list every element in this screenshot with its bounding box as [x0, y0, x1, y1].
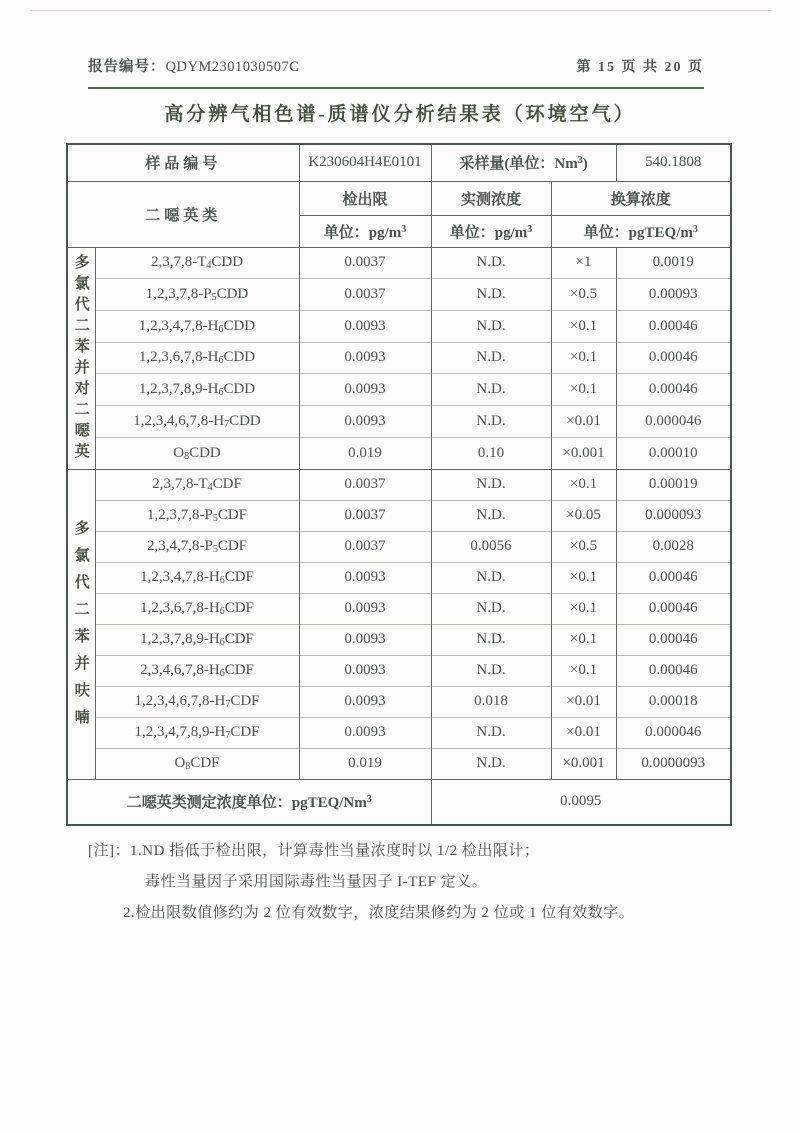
col-header-converted: 换算浓度 [551, 181, 731, 215]
tef-factor: ×0.001 [551, 748, 616, 779]
compound-name: 1,2,3,4,7,8-H6CDD [95, 310, 299, 342]
compound-name: 2,3,7,8-T4CDF [95, 469, 299, 500]
tef-factor: ×0.01 [551, 406, 616, 438]
note-line-1: [注]：1.ND 指低于检出限，计算毒性当量浓度时以 1/2 检出限计； [88, 843, 540, 859]
detection-limit: 0.0093 [299, 406, 431, 438]
note-line-3: 2.检出限数值修约为 2 位有效数字，浓度结果修约为 2 位或 1 位有效数字。 [123, 905, 635, 921]
teq-value: 0.00046 [616, 624, 731, 655]
table-row [67, 469, 731, 500]
sample-volume-value: 540.1808 [616, 144, 731, 181]
sample-id-value: K230604H4E0101 [299, 144, 431, 181]
table-row [67, 531, 731, 562]
detection-limit: 0.0093 [299, 593, 431, 624]
teq-value: 0.00046 [616, 342, 731, 374]
table-row [67, 593, 731, 624]
measured-value: N.D. [431, 562, 551, 593]
compound-name: 1,2,3,6,7,8-H6CDD [95, 342, 299, 374]
detection-limit: 0.0093 [299, 342, 431, 374]
tef-factor: ×0.1 [551, 655, 616, 686]
teq-value: 0.00046 [616, 655, 731, 686]
tef-factor: ×0.1 [551, 342, 616, 374]
analysis-result-table [66, 143, 732, 826]
teq-value: 0.000046 [616, 406, 731, 438]
measured-value: N.D. [431, 500, 551, 531]
tef-factor: ×1 [551, 247, 616, 279]
compound-name: 1,2,3,4,6,7,8-H7CDF [95, 686, 299, 717]
tef-factor: ×0.01 [551, 717, 616, 748]
compound-name: O8CDF [95, 748, 299, 779]
group-label-pcdd: 多氯代二苯并对二噁英 [67, 247, 95, 469]
tef-factor: ×0.1 [551, 374, 616, 406]
measured-value: 0.10 [431, 437, 551, 469]
page-indicator: 第 15 页 共 20 页 [576, 60, 704, 75]
compound-name: 2,3,4,6,7,8-H6CDF [95, 655, 299, 686]
compound-name: 1,2,3,7,8-P5CDF [95, 500, 299, 531]
detection-limit: 0.0037 [299, 531, 431, 562]
teq-value: 0.00093 [616, 279, 731, 311]
scan-edge-line [30, 10, 772, 11]
detection-limit: 0.0037 [299, 469, 431, 500]
measured-value: N.D. [431, 748, 551, 779]
compound-name: O8CDD [95, 437, 299, 469]
teq-value: 0.000046 [616, 717, 731, 748]
detection-limit: 0.0037 [299, 247, 431, 279]
table-row [67, 247, 731, 279]
tef-factor: ×0.1 [551, 593, 616, 624]
report-number-label: 报告编号： [88, 59, 166, 75]
compound-name: 2,3,4,7,8-P5CDF [95, 531, 299, 562]
compound-name: 1,2,3,4,7,8,9-H7CDF [95, 717, 299, 748]
compound-name: 1,2,3,7,8,9-H6CDF [95, 624, 299, 655]
table-row [67, 342, 731, 374]
tef-factor: ×0.5 [551, 279, 616, 311]
group-label-pcdf: 多氯代二苯并呋喃 [67, 469, 95, 779]
notes [88, 836, 738, 929]
report-number-value: QDYM2301030507C [165, 59, 300, 75]
compound-name: 1,2,3,4,6,7,8-H7CDD [95, 406, 299, 438]
col-header-measured: 实测浓度 [431, 181, 551, 215]
column-header-row [67, 181, 731, 215]
sample-row [67, 144, 731, 181]
detection-limit: 0.0093 [299, 686, 431, 717]
measured-value: N.D. [431, 374, 551, 406]
tef-factor: ×0.5 [551, 531, 616, 562]
measured-value: N.D. [431, 655, 551, 686]
teq-value: 0.00010 [616, 437, 731, 469]
category-header: 二噁英类 [67, 181, 299, 247]
table-row [67, 686, 731, 717]
measured-value: 0.0056 [431, 531, 551, 562]
detection-limit: 0.019 [299, 437, 431, 469]
measured-value: N.D. [431, 342, 551, 374]
measured-value: N.D. [431, 624, 551, 655]
compound-name: 1,2,3,4,7,8-H6CDF [95, 562, 299, 593]
report-number [88, 55, 299, 76]
unit-detection-limit: 单位：$pg/m^3$ [299, 215, 431, 247]
measured-value: N.D. [431, 247, 551, 279]
measured-value: N.D. [431, 279, 551, 311]
tef-factor: ×0.05 [551, 500, 616, 531]
note-tag: [注]： [88, 843, 130, 859]
total-row [67, 779, 731, 825]
sample-id-label: 样品编号 [67, 144, 299, 181]
detection-limit: 0.0093 [299, 374, 431, 406]
tef-factor: ×0.1 [551, 624, 616, 655]
unit-measured: 单位：$pg/m^3$ [431, 215, 551, 247]
teq-value: 0.0028 [616, 531, 731, 562]
detection-limit: 0.0093 [299, 655, 431, 686]
col-header-detection-limit: 检出限 [299, 181, 431, 215]
table-row [67, 748, 731, 779]
total-teq-label: 二噁英类测定浓度单位：pgTEQ/Nm$^3$ [67, 779, 431, 825]
measured-value: N.D. [431, 593, 551, 624]
compound-name: 1,2,3,7,8-P5CDD [95, 279, 299, 311]
compound-name: 1,2,3,6,7,8-H6CDF [95, 593, 299, 624]
measured-value: N.D. [431, 406, 551, 438]
measured-value: 0.018 [431, 686, 551, 717]
tef-factor: ×0.1 [551, 310, 616, 342]
teq-value: 0.00019 [616, 469, 731, 500]
detection-limit: 0.0093 [299, 562, 431, 593]
detection-limit: 0.019 [299, 748, 431, 779]
measured-value: N.D. [431, 310, 551, 342]
detection-limit: 0.0037 [299, 279, 431, 311]
table-row [67, 655, 731, 686]
teq-value: 0.00046 [616, 310, 731, 342]
teq-value: 0.00046 [616, 562, 731, 593]
table-row [67, 624, 731, 655]
sample-volume-label: 采样量(单位：Nm$^3$) [431, 144, 616, 181]
teq-value: 0.00046 [616, 374, 731, 406]
detection-limit: 0.0037 [299, 500, 431, 531]
compound-name: 2,3,7,8-T4CDD [95, 247, 299, 279]
teq-value: 0.0019 [616, 247, 731, 279]
table-row [67, 406, 731, 438]
table-row [67, 717, 731, 748]
total-teq-value: 0.0095 [431, 779, 731, 825]
compound-name: 1,2,3,7,8,9-H6CDD [95, 374, 299, 406]
teq-value: 0.00018 [616, 686, 731, 717]
measured-value: N.D. [431, 717, 551, 748]
detection-limit: 0.0093 [299, 717, 431, 748]
table-row [67, 310, 731, 342]
teq-value: 0.000093 [616, 500, 731, 531]
table-row [67, 374, 731, 406]
detection-limit: 0.0093 [299, 624, 431, 655]
table-row [67, 279, 731, 311]
table-row [67, 500, 731, 531]
detection-limit: 0.0093 [299, 310, 431, 342]
tef-factor: ×0.1 [551, 469, 616, 500]
unit-converted: 单位：pgTEQ/$m^3$ [551, 215, 731, 247]
note-line-2: 毒性当量因子采用国际毒性当量因子 I-TEF 定义。 [145, 874, 488, 890]
tef-factor: ×0.1 [551, 562, 616, 593]
table-row [67, 437, 731, 469]
teq-value: 0.0000093 [616, 748, 731, 779]
teq-value: 0.00046 [616, 593, 731, 624]
page-header [88, 55, 704, 89]
page-title: 高分辨气相色谱-质谱仪分析结果表（环境空气） [164, 104, 636, 125]
tef-factor: ×0.001 [551, 437, 616, 469]
measured-value: N.D. [431, 469, 551, 500]
tef-factor: ×0.01 [551, 686, 616, 717]
table-row [67, 562, 731, 593]
